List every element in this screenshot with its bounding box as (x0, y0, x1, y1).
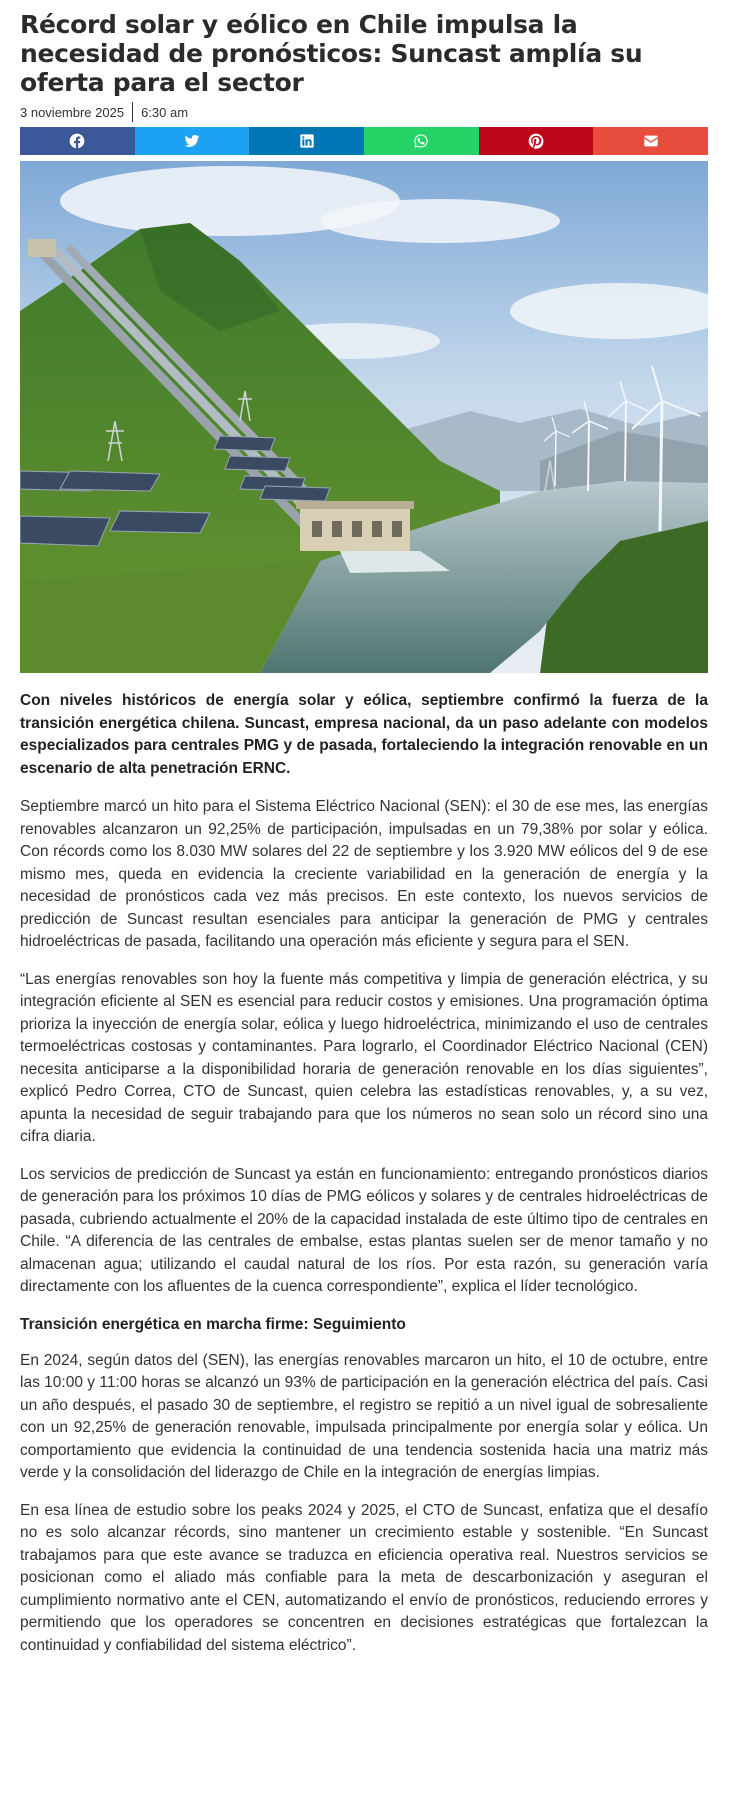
share-twitter-button[interactable] (135, 127, 250, 155)
article-meta (20, 102, 188, 122)
share-pinterest-button[interactable] (479, 127, 594, 155)
twitter-icon (184, 133, 200, 149)
article-lead: Con niveles históricos de energía solar y eólica, septiembre confirmó la fuerza de la transición energética chilena. Suncast, empresa nacional, da un paso adelante con modelos especializados para centrales PMG y de pasada, fortaleciendo la integración renovable en un escenario de alta penetración ERNC. (20, 692, 708, 777)
hero-image (20, 161, 708, 673)
facebook-icon (69, 133, 85, 149)
article-paragraph: Septiembre marcó un hito para el Sistema Eléctrico Nacional (SEN): el 30 de ese mes, las energías renovables alcanzaron un 92,25% de participación, impulsadas en un 79,38% por solar y eólica. Con récords como los 8.030 MW solares del 22 de septiembre y los 3.920 MW eólicos del 9 de ese mismo mes, queda en evidencia la creciente variabilidad en la generación de energía y la necesidad de pronósticos cada vez más precisos. En este contexto, los nuevos servicios de predicción de Suncast resultan esenciales para anticipar la generación de PMG y centrales hidroeléctricas de pasada, facilitando una operación más eficiente y segura para el SEN. (20, 798, 708, 950)
powerhouse-window (352, 521, 362, 537)
article-paragraph: En esa línea de estudio sobre los peaks 2024 y 2025, el CTO de Suncast, enfatiza que el desafío no es solo alcanzar récords, sino mantener un crecimiento estable y sostenible. “En Suncast trabajamos para que este avance se traduzca en eficiencia operativa real. Nuestros servicios se posicionan como el aliado más confiable para la meta de descarbonización y aseguran el cumplimiento normativo ante el CEN, automatizando el envío de pronósticos, reduciendo errores y permitiendo que los operadores se concentren en decisiones estratégicas que fortalezcan la continuidad y confiabilidad del sistema eléctrico”. (20, 1501, 708, 1654)
powerhouse-window (312, 521, 322, 537)
article-paragraph: Los servicios de predicción de Suncast ya están en funcionamiento: entregando pronósticos diarios de generación para los próximos 10 días de PMG eólicos y solares y de centrales hidroeléctricas de pasada, cubriendo actualmente el 20% de la capacidad instalada de este último tipo de centrales en Chile. “A diferencia de las centrales de embalse, estas plantas suelen ser de menor tamaño y no almacenan agua; utilizando el caudal natural de los ríos. Por esta razón, su generación varía directamente con los afluentes de la cuenca correspondiente”, explica el líder tecnológico. (20, 1165, 708, 1295)
email-icon (643, 133, 659, 149)
article-title: Récord solar y eólico en Chile impulsa la necesidad de pronósticos: Suncast amplía su oferta para el sector (20, 10, 643, 97)
article-time: 6:30 am (141, 104, 189, 120)
intake-building (28, 239, 56, 257)
share-whatsapp-button[interactable] (364, 127, 479, 155)
share-facebook-button[interactable] (20, 127, 135, 155)
article-subheading: Transición energética en marcha firme: Seguimiento (20, 1315, 406, 1333)
pinterest-icon (528, 133, 544, 149)
cloud (320, 199, 560, 243)
article-body (20, 690, 708, 1672)
meta-divider (132, 102, 133, 122)
article-paragraph: En 2024, según datos del (SEN), las energías renovables marcaron un hito, el 10 de octubre, entre las 10:00 y 11:00 horas se alcanzó un 93% de participación en la generación eléctrica del país. Casi un año después, el pasado 30 de septiembre, el registro se repitió a un nivel igual de sobresaliente con un 92,25% de generación renovable, impulsada principalmente por energía solar y eólica. Un comportamiento que evidencia la continuidad de una tendencia sostenida hacia una matriz más verde y la consolidación del liderazgo de Chile en la integración de energías limpias. (20, 1351, 708, 1481)
powerhouse-window (332, 521, 342, 537)
powerhouse-roof (296, 501, 414, 509)
linkedin-icon (299, 133, 315, 149)
article-paragraph: “Las energías renovables son hoy la fuente más competitiva y limpia de generación eléctrica, y su integración eficiente al SEN es esencial para reducir costos y emisiones. Una programación óptima prioriza la inyección de energía solar, eólica y luego hidroeléctrica, minimizando el uso de centrales termoeléctricas costosas y contaminantes. Para lograrlo, el Coordinador Eléctrico Nacional (CEN) necesita anticiparse a la disponibilidad horaria de generación renovable en los días siguientes”, explicó Pedro Correa, CTO de Suncast, quien celebra las estadísticas renovables, y, a su vez, apunta la necesidad de seguir trabajando para que los números no sean solo un récord sino una cifra diaria. (20, 970, 708, 1145)
article-date: 3 noviembre 2025 (20, 104, 125, 120)
powerhouse-window (392, 521, 402, 537)
share-email-button[interactable] (593, 127, 708, 155)
whatsapp-icon (413, 133, 429, 149)
powerhouse-window (372, 521, 382, 537)
share-bar (20, 127, 708, 155)
hydro-solar-wind-illustration (20, 161, 708, 673)
share-linkedin-button[interactable] (249, 127, 364, 155)
